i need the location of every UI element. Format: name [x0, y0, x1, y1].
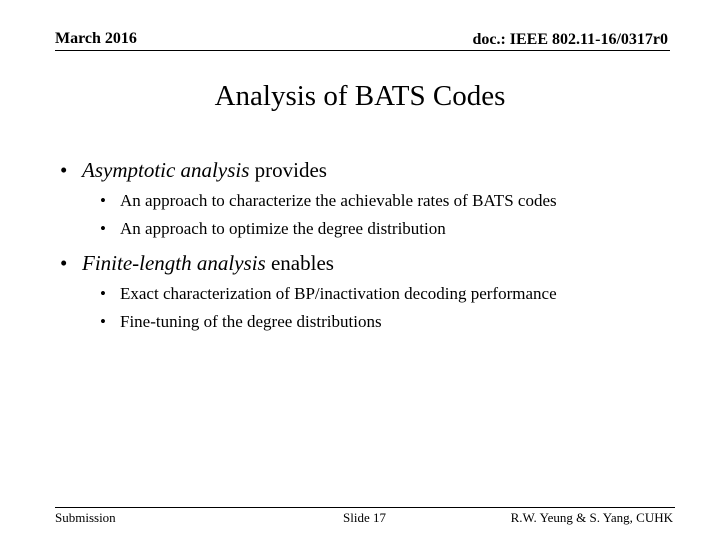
sub-bullet-text: Exact characterization of BP/inactivation decoding performance [120, 284, 557, 303]
footer-divider [55, 507, 675, 508]
bullet-text: enables [265, 251, 334, 275]
bullet-text: provides [249, 158, 327, 182]
header-date: March 2016 [55, 30, 137, 47]
sub-bullet-marker: • [100, 219, 106, 238]
sub-bullet-text: An approach to optimize the degree distribution [120, 219, 446, 238]
sub-bullet-rates [100, 191, 557, 211]
footer-submission: Submission [55, 510, 116, 525]
header-doc-id: doc.: IEEE 802.11-16/0317r0 [472, 31, 668, 48]
footer-slide-number: Slide 17 [343, 510, 386, 525]
sub-bullet-marker: • [100, 312, 106, 331]
sub-bullet-text: An approach to characterize the achievable rates of BATS codes [120, 191, 557, 210]
sub-bullet-exact [100, 284, 557, 304]
bullet-marker: • [60, 158, 68, 182]
sub-bullet-fine-tuning [100, 312, 382, 332]
sub-bullet-marker: • [100, 191, 106, 210]
bullet-marker: • [60, 251, 68, 275]
bullet-asymptotic [60, 158, 327, 183]
bullet-italic: Asymptotic analysis [82, 158, 250, 182]
sub-bullet-optimize [100, 219, 446, 239]
slide-title: Analysis of BATS Codes [214, 80, 506, 112]
header-divider [55, 50, 670, 51]
sub-bullet-marker: • [100, 284, 106, 303]
sub-bullet-text: Fine-tuning of the degree distributions [120, 312, 382, 331]
footer-authors: R.W. Yeung & S. Yang, CUHK [510, 510, 673, 525]
bullet-finite-length [60, 251, 334, 276]
bullet-italic: Finite-length analysis [82, 251, 266, 275]
